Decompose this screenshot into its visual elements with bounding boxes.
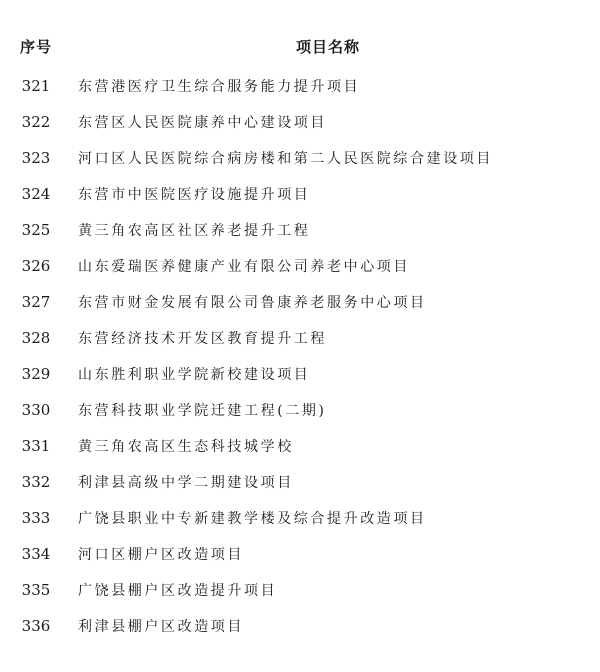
- row-project-name: 东营港医疗卫生综合服务能力提升项目: [78, 79, 361, 95]
- table-row: [0, 284, 600, 320]
- row-serial-number: 322: [21, 113, 51, 131]
- row-project-name: 黄三角农高区生态科技城学校: [78, 439, 294, 455]
- table-body: [0, 68, 600, 644]
- table-row: [0, 428, 600, 464]
- row-project-name: 河口区棚户区改造项目: [78, 547, 244, 563]
- table-row: [0, 536, 600, 572]
- table-row: [0, 464, 600, 500]
- table-row: [0, 356, 600, 392]
- row-serial-number: 328: [21, 329, 51, 347]
- table-row: [0, 140, 600, 176]
- row-project-name: 东营市中医院医疗设施提升项目: [78, 187, 311, 203]
- row-serial-number: 329: [21, 365, 51, 383]
- row-project-name: 山东爱瑞医养健康产业有限公司养老中心项目: [78, 259, 410, 275]
- table-row: [0, 176, 600, 212]
- header-project-name: 项目名称: [295, 37, 360, 56]
- row-project-name: 利津县高级中学二期建设项目: [78, 475, 294, 491]
- project-table: [0, 28, 600, 644]
- row-serial-number: 332: [21, 473, 51, 491]
- row-serial-number: 324: [21, 185, 51, 203]
- table-row: [0, 104, 600, 140]
- row-serial-number: 326: [21, 257, 51, 275]
- table-row: [0, 248, 600, 284]
- table-row: [0, 500, 600, 536]
- row-serial-number: 334: [21, 545, 51, 563]
- row-serial-number: 325: [21, 221, 51, 239]
- row-serial-number: 331: [21, 437, 51, 455]
- row-project-name: 河口区人民医院综合病房楼和第二人民医院综合建设项目: [78, 151, 493, 167]
- table-row: [0, 68, 600, 104]
- row-serial-number: 321: [21, 77, 51, 95]
- row-project-name: 山东胜利职业学院新校建设项目: [78, 367, 311, 383]
- row-project-name: 广饶县棚户区改造提升项目: [78, 583, 278, 599]
- table-row: [0, 320, 600, 356]
- row-project-name: 东营经济技术开发区教育提升工程: [78, 331, 327, 347]
- row-serial-number: 333: [21, 509, 51, 527]
- row-project-name: 东营科技职业学院迁建工程(二期): [78, 403, 327, 419]
- header-serial-number: 序号: [19, 37, 52, 56]
- row-serial-number: 335: [21, 581, 51, 599]
- row-project-name: 东营区人民医院康养中心建设项目: [78, 115, 327, 131]
- row-serial-number: 327: [21, 293, 51, 311]
- table-row: [0, 212, 600, 248]
- row-serial-number: 330: [21, 401, 51, 419]
- row-serial-number: 336: [21, 617, 51, 635]
- row-project-name: 广饶县职业中专新建教学楼及综合提升改造项目: [78, 511, 427, 527]
- row-serial-number: 323: [21, 149, 51, 167]
- table-row: [0, 392, 600, 428]
- table-row: [0, 608, 600, 644]
- table-header: [0, 28, 600, 64]
- row-project-name: 黄三角农高区社区养老提升工程: [78, 223, 311, 239]
- row-project-name: 东营市财金发展有限公司鲁康养老服务中心项目: [78, 295, 427, 311]
- table-row: [0, 572, 600, 608]
- row-project-name: 利津县棚户区改造项目: [78, 619, 244, 635]
